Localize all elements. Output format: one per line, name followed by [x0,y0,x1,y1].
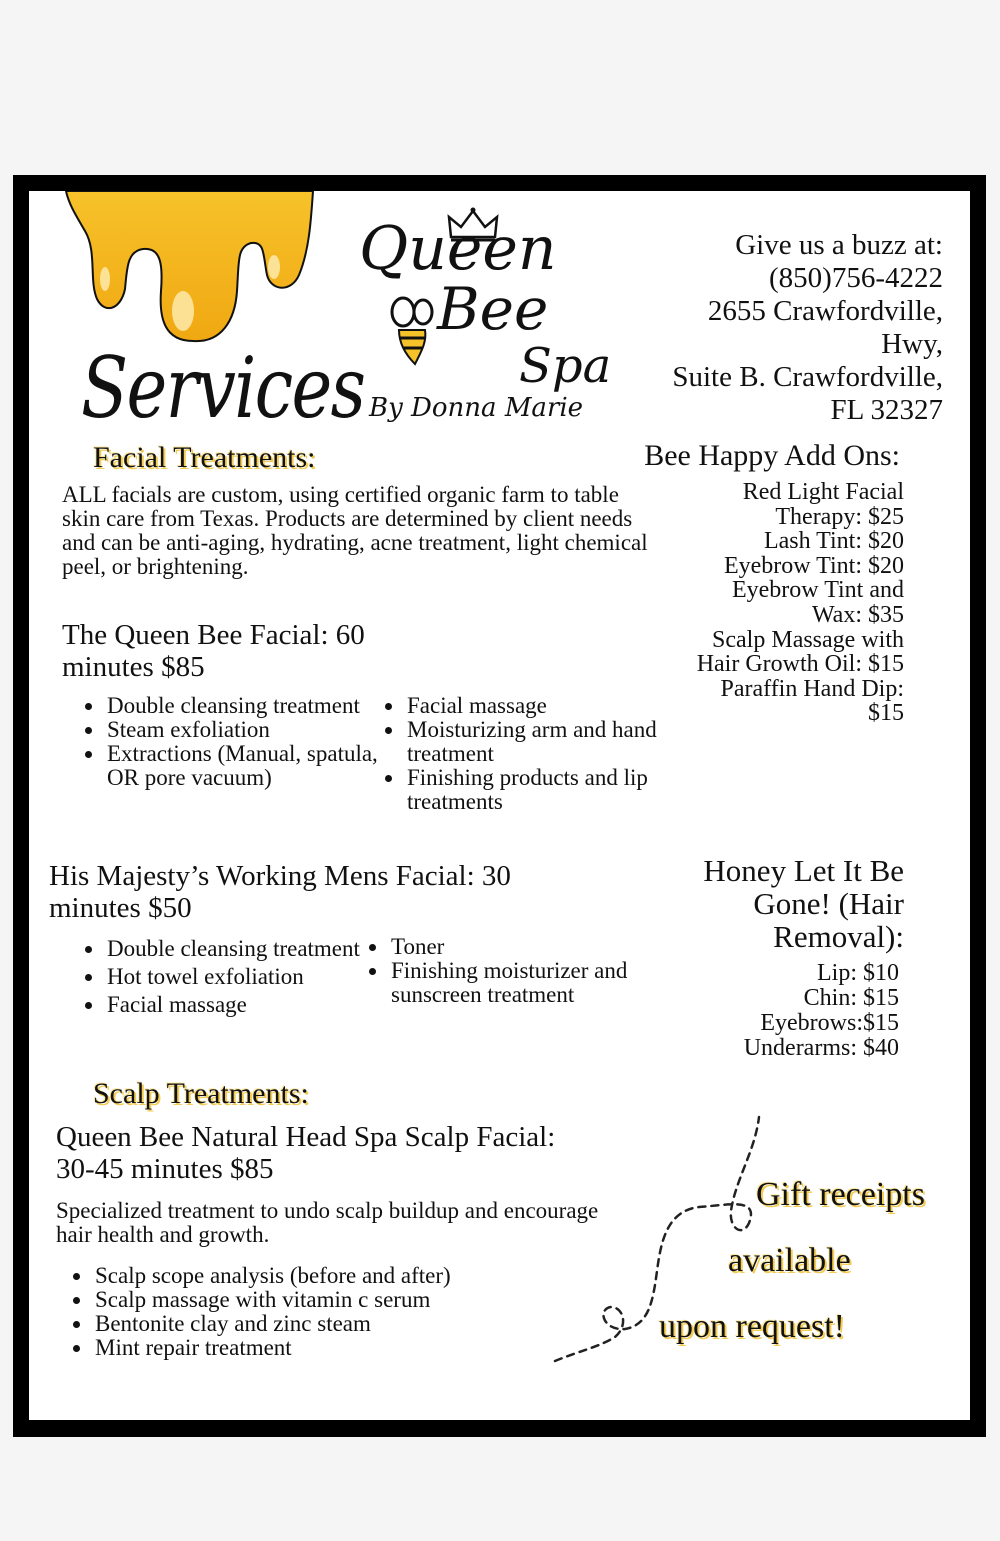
bee-icon [389,296,439,366]
list-item: • Bentonite clay and zinc steam [93,1312,613,1336]
scalp-list [59,1264,613,1360]
hair-removal-list [699,961,899,1061]
address-line: Suite B. Crawfordville, [672,361,943,393]
addon-item: Scalp Massage with Hair Growth Oil: $15 [696,626,904,678]
mens-facial-list-left [71,935,395,1019]
list-item: • Steam exfoliation [105,718,395,742]
list-item: • Double cleansing treatment [105,935,395,963]
addon-item: Paraffin Hand Dip: $15 [720,675,904,727]
contact-block [672,229,943,427]
list-item: • Facial massage [105,991,395,1019]
phone-number: (850)756-4222 [769,262,943,294]
queen-facial-list-left [71,694,395,790]
addon-item: Lash Tint: $20 [763,528,904,555]
list-item: • Double cleansing treatment [105,694,395,718]
addons-heading: Bee Happy Add Ons: [644,439,900,472]
hair-removal-item: Lip: $10 [817,960,899,986]
addon-item: Red Light Facial Therapy: $25 [742,479,904,530]
logo-line-bee: Bee [437,275,549,343]
logo-byline: By Donna Marie [369,393,584,423]
hair-removal-item: Chin: $15 [803,985,899,1011]
list-item: • Mint repair treatment [93,1336,613,1360]
list-item: • Scalp scope analysis (before and after) [93,1264,613,1288]
hair-removal-heading: Honey Let It Be Gone! (Hair Removal): [703,853,904,954]
queen-bee-facial-title: The Queen Bee Facial: 60 minutes $85 [62,619,365,683]
address-line: Hwy, [881,328,943,360]
list-item: • Extractions (Manual, spatula, OR pore vacuum) [105,742,395,790]
flyer-card [29,191,970,1420]
list-item: • Scalp massage with vitamin c serum [93,1288,613,1312]
list-item: • Moisturizing arm and hand treatment [405,718,705,766]
mens-facial-list-right [355,935,709,1007]
address-line: FL 32327 [830,394,943,426]
addons-list [694,480,904,726]
list-item: • Toner [389,935,709,959]
page-title: Services [81,339,365,437]
list-item: • Finishing moisturizer and sunscreen treatment [389,959,709,1007]
address-line: 2655 Crawfordville, [707,295,943,327]
gift-line-1: Gift receipts [756,1176,925,1213]
addon-item: Eyebrow Tint and Wax: $35 [731,577,904,628]
list-item: • Facial massage [405,694,705,718]
logo-line-spa: Spa [519,338,612,394]
contact-line: Give us a buzz at: [735,229,943,261]
hair-removal-item: Underarms: $40 [743,1035,899,1061]
gift-line-2: available [728,1242,851,1279]
scalp-facial-title: Queen Bee Natural Head Spa Scalp Facial: 30-45 minutes $85 [56,1121,556,1185]
scalp-description: Specialized treatment to undo scalp buildup and encourage hair health and growth. [56,1198,599,1247]
list-item: • Finishing products and lip treatments [405,766,705,814]
gift-line-3: upon request! [659,1308,846,1345]
list-item: • Hot towel exfoliation [105,963,395,991]
honey-drip-icon [61,191,321,351]
queen-facial-list-right [371,694,705,814]
logo-line-queen: Queen [359,214,557,284]
facial-description: ALL facials are custom, using certified organic farm to table skin care from Texas. Products are determined by client needs and can be anti-aging, hydrating, acne treatment, light chemical peel, or brightening. [62,482,648,579]
scalp-treatments-heading: Scalp Treatments: [93,1077,309,1110]
addon-item: Eyebrow Tint: $20 [723,552,904,579]
facial-treatments-heading: Facial Treatments: [93,441,316,474]
mens-facial-title: His Majesty’s Working Mens Facial: 30 minutes $50 [49,860,511,924]
hair-removal-item: Eyebrows:$15 [760,1010,899,1036]
